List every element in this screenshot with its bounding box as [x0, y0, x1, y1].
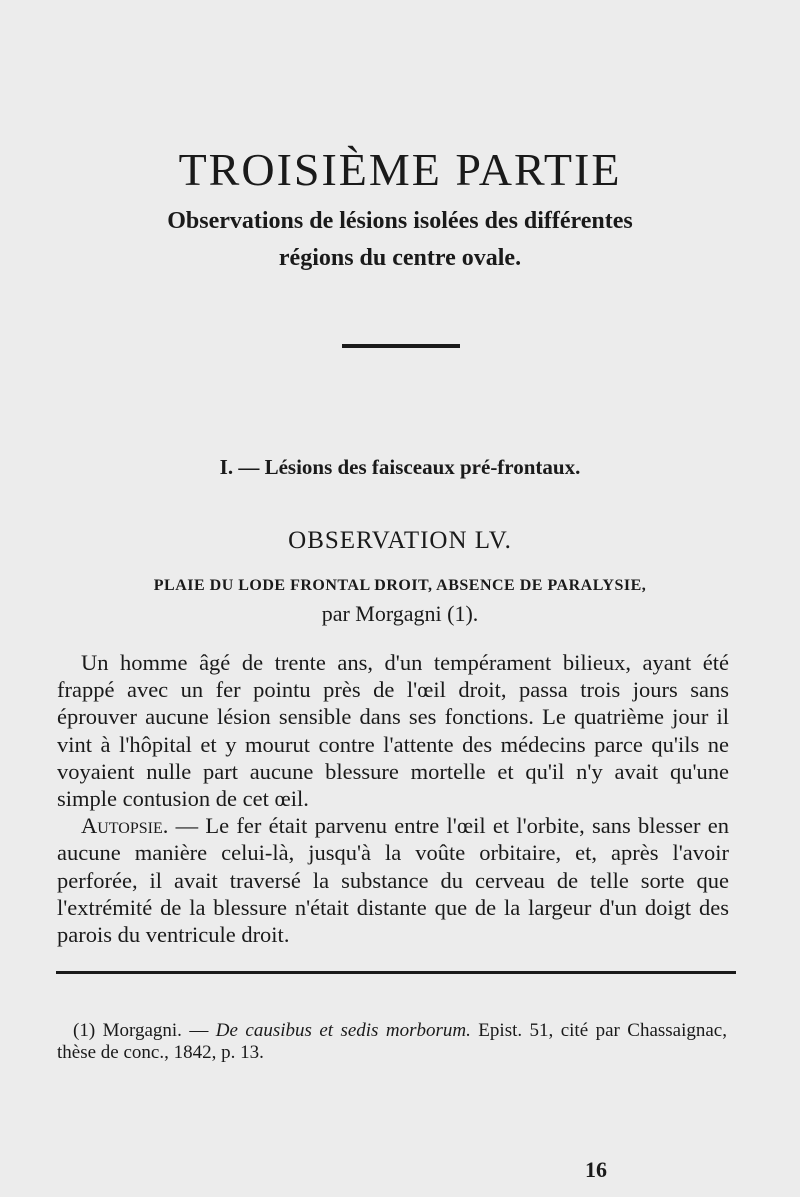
observation-caption: PLAIE DU LODE FRONTAL DROIT, ABSENCE DE PARALYSIE,	[153, 577, 647, 594]
page-number: 16	[585, 1157, 607, 1182]
footnote-rest: Epist. 51, cité par Chassaignac, thèse de conc., 1842, p. 13.	[57, 1020, 727, 1063]
footnote	[57, 1020, 727, 1064]
footnote-title: De causibus et sedis morborum.	[215, 1020, 471, 1041]
footnote-prefix: (1) Morgagni. —	[73, 1020, 216, 1041]
subtitle-line-1: Observations de lésions isolées des différentes	[167, 208, 633, 234]
part-title: TROISIÈME PARTIE	[178, 143, 622, 195]
observation-title: OBSERVATION LV.	[288, 527, 512, 554]
subtitle-line-2: régions du centre ovale.	[278, 245, 522, 271]
observation-author: par Morgagni (1).	[321, 601, 479, 626]
section-heading: I. — Lésions des faisceaux pré-frontaux.	[219, 455, 581, 479]
paragraph-case: Un homme âgé de trente ans, d'un tempérament bilieux, ayant été frappé avec un fer pointu près de l'œil droit, passa trois jours sans éprouver aucune lésion sensible dans ses fonctions. Le quatrième jour il vint à l'hôpital et y mourut contre l'attente des médecins parce qu'ils ne voyaient nulle part aucune blessure mortelle et qu'il n'y avait qu'une simple contusion de cet œil.	[57, 650, 729, 812]
observation-body	[57, 649, 729, 948]
autopsy-text: — Le fer était parvenu entre l'œil et l'orbite, sans blesser en aucune manière celui-là, jusqu'à la voûte orbitaire, et, après l'avoir perforée, il avait traversé la substance du cerveau de telle sorte que l'extrémité de la blessure n'était distante que de la largeur d'un doigt des parois du ventricule droit.	[57, 813, 729, 948]
footnote-rule	[56, 971, 736, 974]
autopsy-label: Autopsie.	[81, 813, 169, 839]
paragraph-autopsy	[57, 812, 729, 948]
part-subtitle	[60, 203, 740, 277]
ornamental-rule	[342, 344, 460, 348]
